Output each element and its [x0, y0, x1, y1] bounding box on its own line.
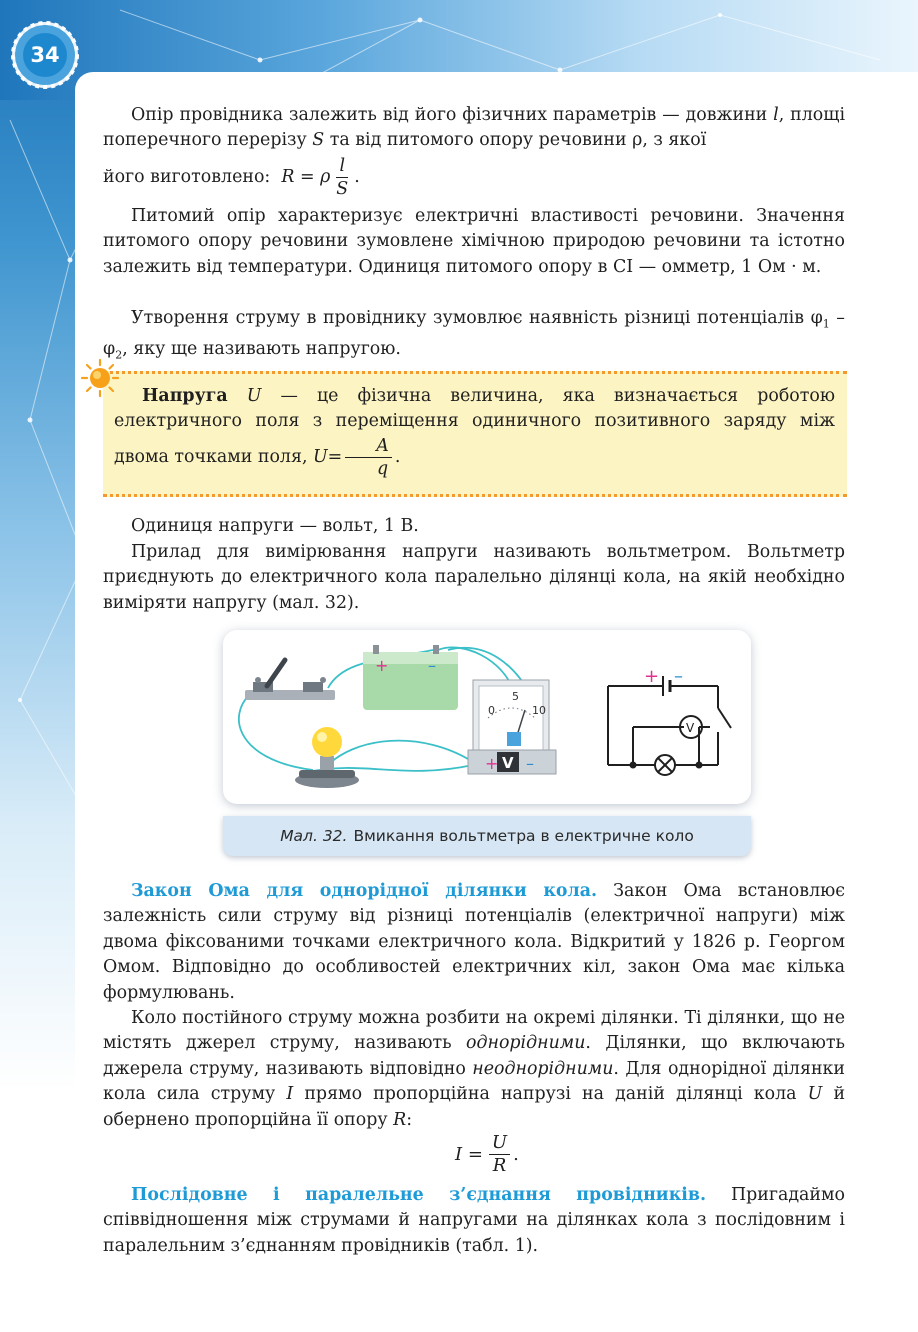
battery-minus: – [428, 656, 436, 675]
meter-plus: + [485, 754, 499, 773]
paragraph-volt-unit: Одиниця напруги — вольт, 1 В. [131, 516, 419, 536]
paragraph-ohm-law: Закон Ома для однорідної ділянки кола. Закон Ома встановлює залежність сили струму від різниці потенціалів (електричної напруги) між двома фіксованими точками електричного кола. Відкритий у 1826 р. Георгом Омом. Відповідно до особливостей електричних кіл, закон Ома має кілька формулювань. [103, 881, 845, 1003]
wire [323, 741, 473, 770]
junction-dot [630, 762, 637, 769]
bulb [295, 727, 359, 788]
paragraph-resistance: Опір провідника залежить від його фізичних параметрів — довжини l, площі поперечного перерізу S та від питомого опору речовини ρ, з якої [103, 105, 846, 151]
page-number: 34 [30, 43, 60, 67]
junction-dot [696, 762, 703, 769]
scale-5: 5 [512, 690, 519, 703]
resistance-formula-line: його виготовлено: R = ρ $\frac{l}{S}$ . [103, 156, 360, 199]
battery-plus: + [375, 656, 389, 675]
paragraph-series-parallel: Послідовне і паралельне з’єднання провідників. Пригадаймо співвідношення між струмами й напругами на ділянках кола з послідовним і паралельним з’єднанням провідників (табл. 1). [103, 1185, 845, 1256]
scale-0: 0 [488, 704, 495, 717]
paragraph-voltmeter: Прилад для вимірювання напруги називають вольтметром. Вольтметр приєднують до електричного кола паралельно ділянці кола, на якій необхідно виміряти напругу (мал. 32). [103, 542, 845, 613]
knife-switch [245, 660, 335, 700]
figure-caption [223, 816, 751, 856]
schema-v: V [686, 721, 695, 735]
schema-minus: – [674, 666, 683, 687]
circuit-schematic [608, 676, 731, 775]
formula-lhs: R = ρ [281, 167, 331, 187]
ohm-formula: I = $\frac{U}{R}$ . [455, 1132, 519, 1176]
formula-fraction: $\frac{l}{S}$ [336, 156, 349, 199]
schema-plus: + [644, 666, 660, 687]
caption-text: Вмикання вольтметра в електричне коло [353, 827, 694, 845]
battery [363, 645, 458, 710]
meter-minus: – [526, 754, 534, 773]
caption-label: Мал. 32. [280, 827, 348, 845]
meter-letter: V [502, 754, 514, 772]
definition-text: Напруга U — це фізична величина, яка визначається роботою електричного поля з переміщення одиничного позитивного заряду між двома точками поля, U= $\frac{A}{q}$ . [114, 386, 836, 479]
paragraph-resistivity: Питомий опір характеризує електричні властивості речовини. Значення питомого опору речовини зумовлене хімічною природою речовини та істотно залежить від температури. Одиниця питомого опору в СІ — омметр, 1 Ом · м. [103, 206, 845, 277]
wire [239, 688, 313, 770]
voltage-fraction: $\frac{A}{q}$ [345, 435, 392, 480]
paragraph-potential-difference: Утворення струму в провіднику зумовлює наявність різниці потенціалів $\varphi_1 - \varphi_2$, яку ще називають напругою. [103, 308, 845, 362]
paragraph-homogeneous-section: Коло постійного струму можна розбити на окремі ділянки. Ті ділянки, що не містять джерел струму, називають однорідними. Ділянки, що включають джерела струму, називають відповідно неоднорідними. Для однорідної ділянки кола сила струму I прямо пропорційна напрузі на даній ділянці кола U й обернено пропорційна її опору R: [103, 1008, 846, 1130]
circuit-illustration [223, 630, 751, 804]
scale-10: 10 [532, 704, 546, 717]
